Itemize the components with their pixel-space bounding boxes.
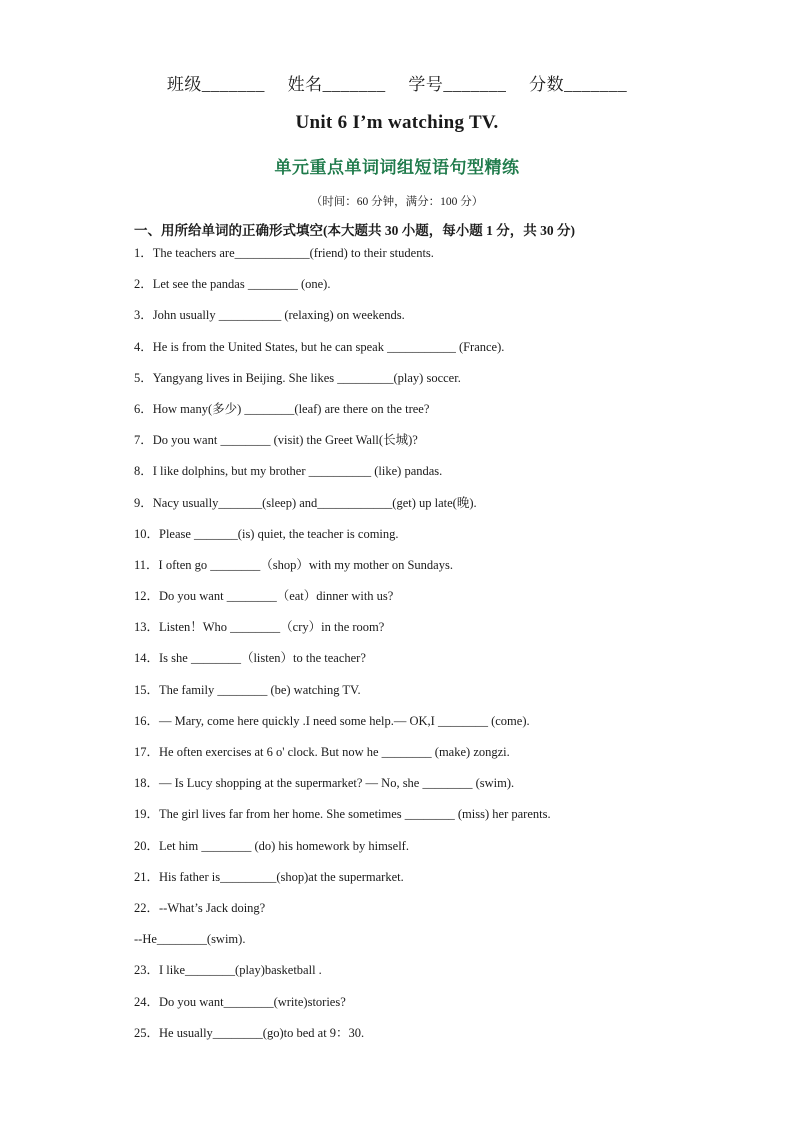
question-17: 17．He often exercises at 6 o' clock. But now he ________ (make) zongzi. [134, 745, 510, 759]
class-blank[interactable]: _______ [201, 75, 265, 94]
name-label: 姓名 [287, 75, 323, 94]
question-11: 11．I often go ________（shop）with my mother on Sundays. [134, 557, 453, 572]
score-field [529, 70, 627, 95]
question-23: 23．I like________(play)basketball . [134, 963, 322, 978]
question-1: 1．The teachers are____________(friend) to their students. [134, 246, 434, 260]
question-22: 22．--What’s Jack doing? [134, 900, 266, 915]
class-label: 班级 [166, 75, 202, 94]
question-21: 21．His father is_________(shop)at the supermarket. [134, 869, 404, 884]
score-blank[interactable]: _______ [564, 75, 628, 94]
student-number-blank[interactable]: _______ [443, 75, 507, 94]
score-label: 分数 [529, 75, 565, 94]
question-5: 5．Yangyang lives in Beijing. She likes _________(play) soccer. [134, 370, 461, 385]
question-20: 20．Let him ________ (do) his homework by himself. [134, 838, 409, 853]
student-info-line [0, 70, 794, 95]
student-number-field [408, 70, 506, 95]
question-24: 24．Do you want________(write)stories? [134, 994, 346, 1009]
section-heading: 一、用所给单词的正确形式填空(本大题共 30 小题，每小题 1 分，共 30 分) [134, 223, 575, 238]
question-25: 25．He usually________(go)to bed at 9：30. [134, 1025, 365, 1040]
question-22-answer-line: --He________(swim). [134, 932, 246, 947]
question-7: 7．Do you want ________ (visit) the Greet Wall(长城)? [134, 433, 418, 448]
question-3: 3．John usually __________ (relaxing) on weekends. [134, 308, 405, 323]
question-19: 19．The girl lives far from her home. She sometimes ________ (miss) her parents. [134, 807, 551, 822]
question-9: 9．Nacy usually_______(sleep) and____________(get) up late(晚). [134, 495, 477, 510]
question-18: 18．— Is Lucy shopping at the supermarket? — No, she ________ (swim). [134, 776, 515, 791]
name-field [288, 70, 386, 95]
time-and-score-info: （时间：60 分钟，满分：100 分） [310, 196, 484, 208]
question-14: 14．Is she ________（listen）to the teacher? [134, 651, 366, 666]
question-13: 13．Listen！Who ________（cry）in the room? [134, 620, 385, 635]
question-10: 10．Please _______(is) quiet, the teacher is coming. [134, 526, 399, 541]
class-field [167, 70, 265, 95]
document-title: Unit 6 I’m watching TV. [295, 112, 499, 133]
question-8: 8．I like dolphins, but my brother __________ (like) pandas. [134, 464, 443, 479]
question-15: 15．The family ________ (be) watching TV. [134, 682, 361, 697]
question-16: 16．— Mary, come here quickly .I need some help.— OK,I ________ (come). [134, 713, 530, 728]
question-6: 6．How many(多少) ________(leaf) are there on the tree? [134, 401, 430, 416]
question-4: 4．He is from the United States, but he can speak ___________ (France). [134, 339, 505, 354]
document-subtitle: 单元重点单词词组短语句型精练 [274, 158, 520, 178]
question-12: 12．Do you want ________（eat）dinner with us? [134, 589, 394, 604]
student-number-label: 学号 [408, 75, 444, 94]
question-list [134, 245, 754, 1056]
name-blank[interactable]: _______ [322, 75, 386, 94]
question-2: 2．Let see the pandas ________ (one). [134, 277, 331, 292]
